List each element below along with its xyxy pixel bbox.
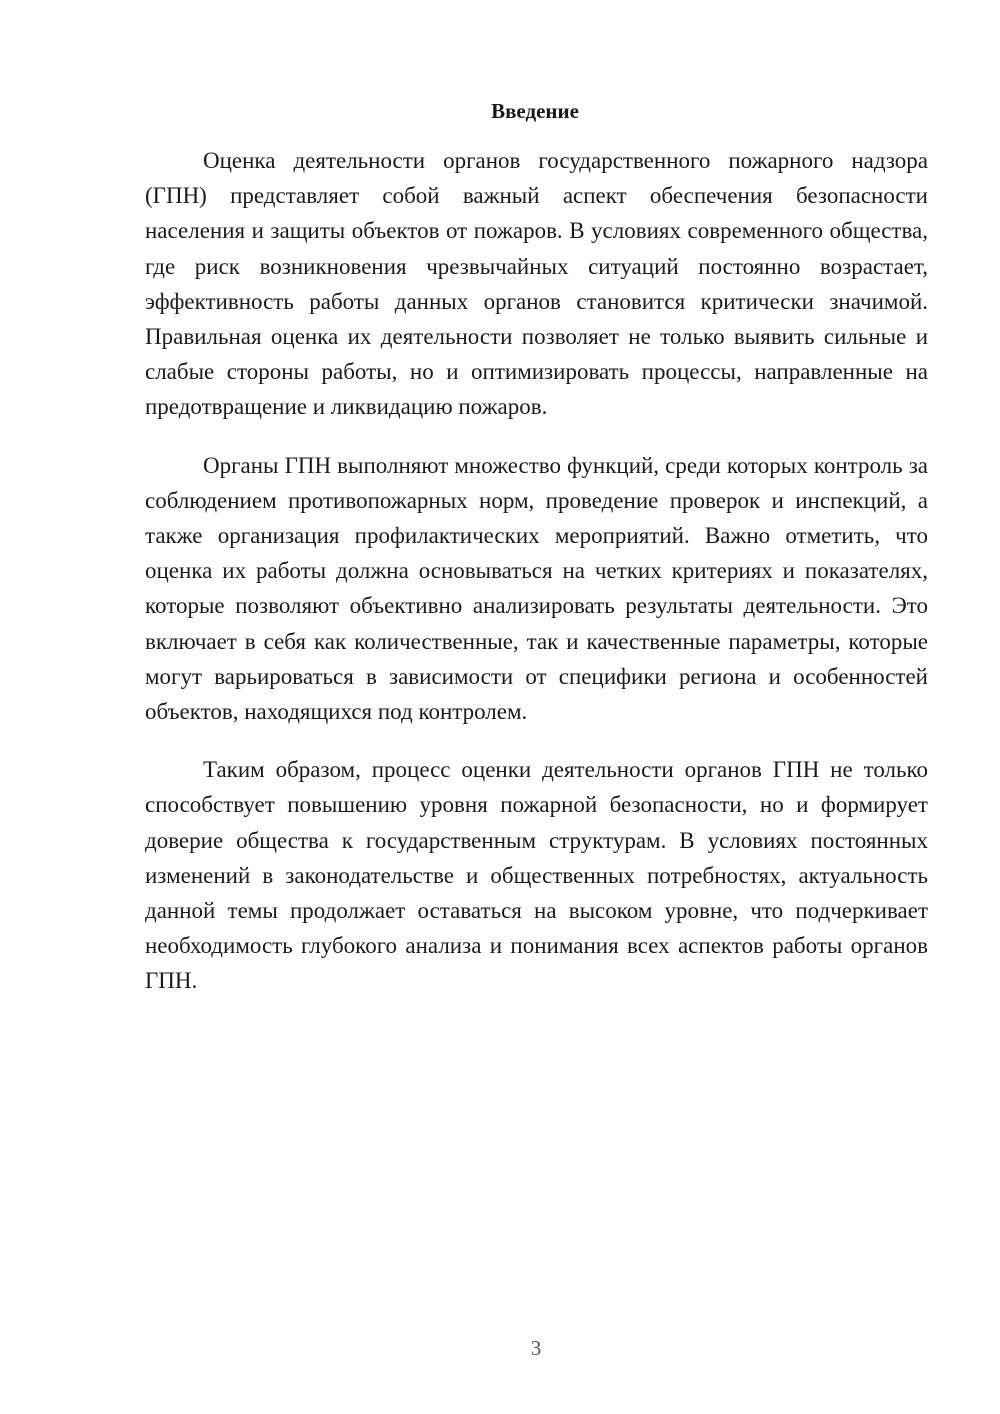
page-number: 3	[530, 1336, 542, 1360]
body-text	[145, 143, 928, 1022]
paragraph-3: Таким образом, процесс оценки деятельности органов ГПН не только способствует повышению уровня пожарной безопасности, но и формирует доверие общества к государственным структурам. В условиях постоянных изменений в законодательстве и общественных потребностях, актуальность данной темы продолжает оставаться на высоком уровне, что подчеркивает необходимость глубокого анализа и понимания всех аспектов работы органов ГПН.	[145, 757, 928, 994]
paragraph-1: Оценка деятельности органов государственного пожарного надзора (ГПН) представляет собой важный аспект обеспечения безопасности населения и защиты объектов от пожаров. В условиях современного общества, где риск возникновения чрезвычайных ситуаций постоянно возрастает, эффективность работы данных органов становится критически значимой. Правильная оценка их деятельности позволяет не только выявить сильные и слабые стороны работы, но и оптимизировать процессы, направленные на предотвращение и ликвидацию пожаров.	[145, 148, 928, 420]
section-heading: Введение	[491, 99, 579, 123]
paragraph-2: Органы ГПН выполняют множество функций, среди которых контроль за соблюдением противопожарных норм, проведение проверок и инспекций, а также организация профилактических мероприятий. Важно отметить, что оценка их работы должна основываться на четких критериях и показателях, которые позволяют объективно анализировать результаты деятельности. Это включает в себя как количественные, так и качественные параметры, которые могут варьироваться в зависимости от специфики региона и особенностей объектов, находящихся под контролем.	[145, 452, 928, 725]
